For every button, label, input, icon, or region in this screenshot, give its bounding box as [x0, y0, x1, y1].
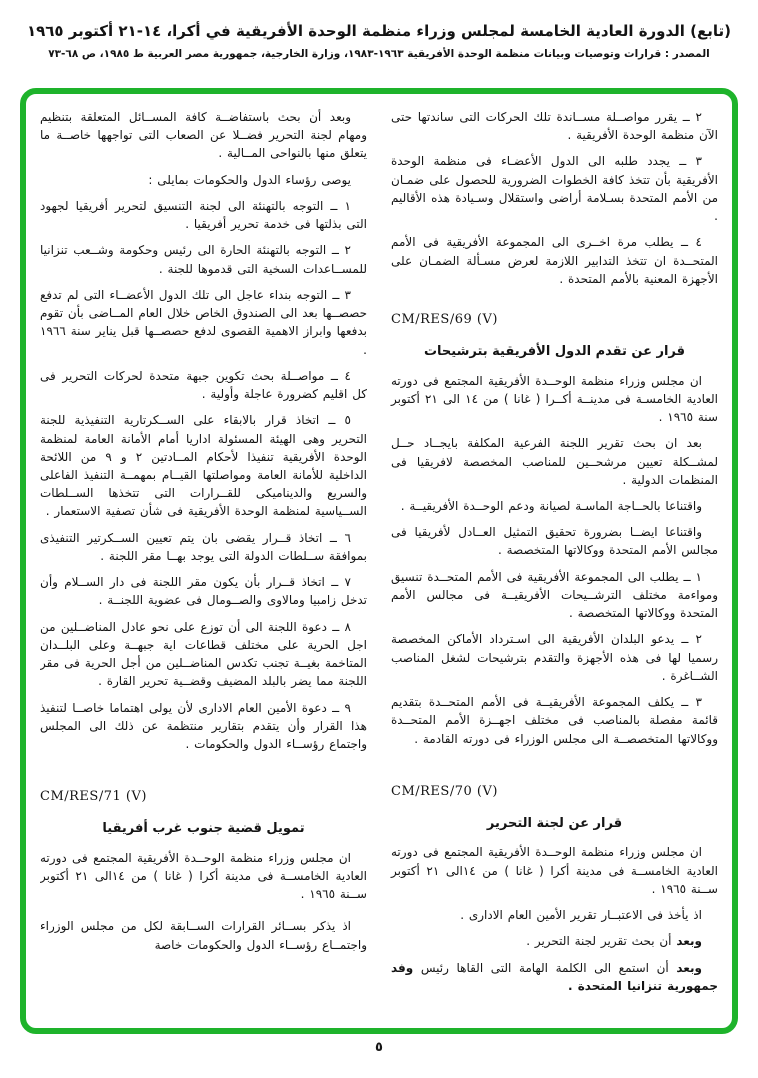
header-source: المصدر : قرارات وتوصيات وبيانات منظمة الوحدة الأفريقية ١٩٦٣-١٩٨٣، وزارة الخارجية، جمهورية مصر العربية ط ١٩٨٥، ص ٦٨-٧٣ [48, 48, 710, 60]
paragraph: ٤ ــ يطلب مرة اخــرى الى المجموعة الأفريقية فى الأمم المتحــدة ان تتخذ التدابير اللازمة لعرض مسـألة الضمـان على الأجهزة المعنية بالأمم المتحدة . [391, 235, 718, 286]
paragraph: ٤ ــ مواصــلة بحث تكوين جبهة متحدة لحركات التحرير فى كل اقليم كضرورة عاجلة وأولية . [40, 368, 367, 402]
paragraph: ٢ ــ التوجه بالتهنئة الحارة الى رئيس وحكومة وشــعب تنزانيا للمســاعدات السخية التى قدموها للجنة . [40, 243, 367, 276]
bold-lead: وبعد [676, 960, 702, 975]
paragraph: ٨ ــ دعوة اللجنة الى أن توزع على نحو عادل المناضــلين من اجل الحرية على مختلف قطاعات اية جبهــة وعلى البلــدان المتاخمة بغيــة تجنب تكدس المناضــلين من أجل الحرية فى مقر اللجنة مما يضر بالبلد المضيف وقضــية تحرير القارة . [40, 619, 367, 689]
paragraph: ٣ ــ يكلف المجموعة الأفريقيــة فى الأمم المتحــدة بتقديم قائمة مفصلة بالمناصب فى مختلف اجهــزة الأمم المتحــدة ووكالاتها المتخصصــة الى مجلس الوزراء فى دورته القادمة . [391, 695, 718, 746]
paragraph: اذ يذكر بســائر القرارات الســابقة لكل من مجلس الوزراء واجتمــاع رؤســاء الدول والحكومات خاصة [40, 919, 367, 952]
paragraph: ٣ ــ التوجه بنداء عاجل الى تلك الدول الأعضــاء التى لم تدفع حصصــها بعد الى الصندوق الخاص خلال العام المــاضى بأن تقوم بدفعها وابراز الاهمية القصوى لدفع حصصــها قبل يناير سنة ١٩٦٦ . [40, 287, 367, 357]
resolution-code: CM/RES/70 (V) [391, 783, 498, 799]
paragraph: واقتناعا بالحــاجة الماسـة لصيانة ودعم الوحــدة الأفريقيــة . [400, 499, 702, 514]
document-body [40, 108, 718, 1024]
column-left [40, 108, 367, 1024]
column-right [391, 108, 718, 1024]
paragraph-text: أن استمع الى الكلمة الهامة التى القاها رئيس [413, 960, 677, 975]
paragraph: ٦ ــ اتخاذ قــرار يقضى بان يتم تعيين الســكرتير التنفيذى بموافقة ســلطات الدولة التى يوجد بهــا مقر اللجنة . [40, 530, 367, 563]
paragraph [391, 959, 718, 995]
paragraph: ٢ ــ يقرر مواصــلة مســاندة تلك الحركات التى ساندتها حتى الآن منظمة الوحدة الأفريقية . [391, 110, 718, 143]
paragraph-text: أن بحث تقرير لجنة التحرير . [526, 934, 677, 949]
paragraph: بعد ان بحث تقرير اللجنة الفرعية المكلفة بايجــاد حــل لمشــكلة تعيين مرشحــين للمناصب المخصصة لافريقيا فى المنظمات الدولية . [391, 436, 718, 487]
header-title: (تابع) الدورة العادية الخامسة لمجلس وزراء منظمة الوحدة الأفريقية في أكرا، ١٤-٢١ أكتوبر ١٩٦٥ [26, 22, 732, 40]
paragraph: ٧ ــ اتخاذ قــرار بأن يكون مقر اللجنة فى دار الســلام وأن تدخل زامبيا ومالاوى والصــومال فى عضوية اللجنــة . [40, 575, 367, 608]
paragraph: يوصى رؤساء الدول والحكومات بمايلى : [148, 172, 351, 187]
bold-lead: وبعد [676, 934, 702, 949]
paragraph: ان مجلس وزراء منظمة الوحــدة الأفريقية المجتمع فى دورته العادية الخامسـة فى مدينــة أكــرا ( غانا ) من ١٤ الى ٢١ أكتوبر سنة ١٩٦٥ . [391, 373, 718, 425]
paragraph: اذ يأخذ فى الاعتبــار تقرير الأمين العام الادارى . [460, 908, 702, 923]
paragraph [391, 932, 718, 950]
paragraph: ان مجلس وزراء منظمة الوحــدة الأفريقية المجتمع فى دورته العادية الخامســة فى مدينة أكرا ( غانا ) من ١٤الى ٢١ أكتوبر ســنة ١٩٦٥ . [40, 850, 367, 902]
resolution-title: قرار عن تقدم الدول الأفريقية بترشيحات [423, 343, 686, 359]
paragraph: ١ ــ التوجه بالتهنئة الى لجنة التنسيق لتحرير أفريقيا لجهود التى بذلتها فى خدمة تحرير أفريقيا . [40, 198, 367, 232]
bold-tail: وفد جمهورية تنزانيا المتحدة . [391, 960, 718, 993]
paragraph: ٩ ــ دعوة الأمين العام الادارى لأن يولى اهتماما خاصــا لتنفيذ هذا القرار وأن يتقدم بتقارير منتظمة عن ذلك الى المجلس واجتماع رؤســاء الدول والحكومات . [40, 700, 367, 752]
resolution-code: CM/RES/71 (V) [40, 789, 147, 805]
page-header [0, 22, 758, 60]
page-number: ٥ [375, 1040, 383, 1055]
paragraph: وبعد أن بحث باستفاضــة كافة المســائل المتعلقة بتنظيم ومهام لجنة التحرير فضــلا عن الصعاب التى تواجهها خاصــة ما يتعلق منها بالنواحى المــالية . [40, 110, 367, 161]
paragraph: ان مجلس وزراء منظمة الوحــدة الأفريقية المجتمع فى دورته العادية الخامســة فى مدينة أكرا ( غانا ) من ١٤الى ٢١ أكتوبر ســنة ١٩٦٥ . [391, 845, 718, 896]
paragraph: واقتناعا ايضــا بضرورة تحقيق التمثيل العــادل لأفريقيا فى مجالس الأمم المتحدة ووكالاتها المتخصصة . [391, 525, 718, 558]
resolution-title: تمويل قضية جنوب غرب أفريقيا [102, 821, 305, 837]
paragraph: ٢ ــ يدعو البلدان الأفريقية الى اسـترداد الأماكن المخصصة رسميا لها فى هذه الأجهزة والتقدم بترشيحات لشغل المناصب الشــاغرة . [391, 632, 718, 683]
paragraph: ٥ ــ اتخاذ قرار بالابقاء على الســكرتارية التنفيذية للجنة التحرير وهى الهيئة المسئولة اداريا أمام الأمانة العامة لمنظمة الوحدة الأفريقية تنفيذا لأحكام المــادتين ٢ و ٩ من اللائحة الداخلية للأمانة العامة ومواصلتها القيــام بمهمــة التنفيذ الفاعلى والسريع والديناميكى للقــرارات التى تتخذها الســلطات الســياسية لمنظمة الوحدة الأفريقية فى شأن تصفية الاستعمار . [40, 413, 367, 519]
resolution-title: قرار عن لجنة التحرير [486, 815, 623, 831]
resolution-code: CM/RES/69 (V) [391, 312, 498, 328]
paragraph: ١ ــ يطلب الى المجموعة الأفريقية فى الأمم المتحــدة تنسيق ومواءمة مختلف الترشــيحات الأفريقيــة فى مجالس الأمم المتحدة ووكالاتها المتخصصة . [391, 569, 718, 621]
paragraph: ٣ ــ يجدد طلبه الى الدول الأعضـاء فى منظمة الوحدة الأفريقية بأن تتخذ كافة الخطوات الضرورية للحصول على ضمـان من الأمم المتحدة بسـلامة أراضى واستقلال وسـيادة هذه الأقاليم . [391, 154, 718, 224]
